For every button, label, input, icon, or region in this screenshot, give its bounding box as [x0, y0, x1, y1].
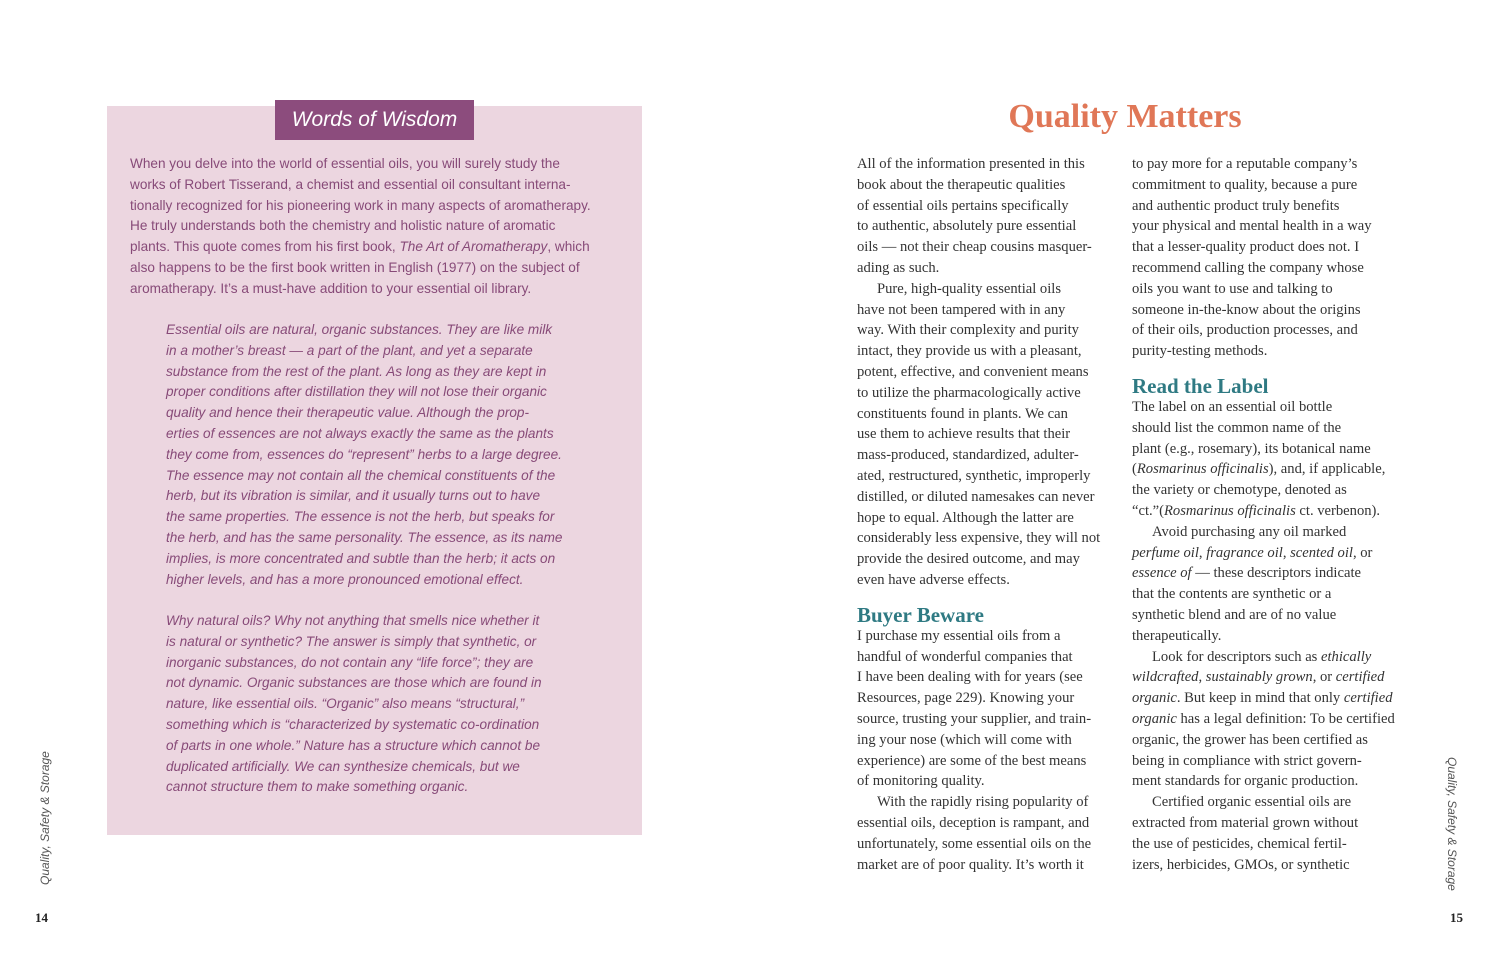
sidebar-intro-line: also happens to be the first book written in English (1977) on the subject of [130, 259, 580, 275]
body-line: extracted from material grown without [1132, 814, 1359, 831]
body-line: have not been tampered with in any [857, 301, 1066, 318]
quote-line: Essential oils are natural, organic substances. They are like milk [166, 322, 553, 337]
body-line: source, trusting your supplier, and train- [857, 710, 1092, 727]
body-line: your physical and mental health in a way [1132, 218, 1372, 235]
body-line: that the contents are synthetic or a [1132, 586, 1332, 603]
quote-line: erties of essences are not always exactly the same as the plants [166, 425, 554, 441]
quote-line: quality and hence their therapeutic value. Although the prop- [166, 405, 529, 421]
body-line: hope to equal. Although the latter are [857, 509, 1074, 526]
quote-line: herb, but its vibration is similar, and it usually turns out to have [166, 488, 541, 504]
quote-line: The essence may not contain all the chemical constituents of the [166, 467, 556, 483]
quote-line: Why natural oils? Why not anything that smells nice whether it [166, 613, 540, 628]
body-line: ated, restructured, synthetic, improperly [857, 467, 1091, 484]
quote-line: higher levels, and has a more pronounced emotional effect. [166, 571, 524, 587]
body-line: should list the common name of the [1132, 419, 1342, 436]
body-line: izers, herbicides, GMOs, or synthetic [1132, 856, 1350, 873]
body-line: to pay more for a reputable company’s [1132, 156, 1358, 172]
body-line: (Rosmarinus officinalis), and, if applicable, [1132, 461, 1386, 478]
body-line: of essential oils pertains specifically [857, 197, 1069, 214]
body-line: handful of wonderful companies that [857, 648, 1073, 665]
section-heading: Read the Label [1132, 373, 1269, 398]
sidebar-intro-line: He truly understands both the chemistry and holistic nature of aromatic [130, 218, 556, 234]
sidebar-intro-line: plants. This quote comes from his first book, The Art of Aromatherapy, which [130, 239, 590, 255]
body-line: synthetic blend and are of no value [1132, 606, 1337, 623]
body-line: the use of pesticides, chemical fertil- [1132, 835, 1347, 852]
quote-line: substance from the rest of the plant. As long as they are kept in [166, 363, 547, 379]
body-line: unfortunately, some essential oils on the [857, 835, 1092, 852]
sidebar-title: Words of Wisdom [275, 100, 474, 140]
body-line: use them to achieve results that their [857, 426, 1071, 443]
body-line: All of the information presented in this [857, 156, 1085, 172]
body-line: essence of — these descriptors indicate [1132, 565, 1361, 582]
quote-line: proper conditions after distillation they will not lose their organic [166, 384, 547, 400]
body-line: wildcrafted, sustainably grown, or certified [1132, 669, 1385, 686]
running-footer-left: Quality, Safety & Storage [38, 751, 52, 885]
quote-paragraph-1 [166, 320, 606, 590]
quote-line: something which is “characterized by systematic co-ordination [166, 716, 540, 732]
body-line: purity-testing methods. [1132, 343, 1268, 360]
text-column-2 [1132, 154, 1397, 875]
body-line: potent, effective, and convenient means [857, 363, 1089, 380]
body-line: oils — not their cheap cousins masquer- [857, 239, 1092, 256]
body-line: provide the desired outcome, and may [857, 551, 1080, 568]
body-line: recommend calling the company whose [1132, 259, 1364, 276]
body-line: ing your nose (which will come with [857, 731, 1072, 748]
body-line: considerably less expensive, they will not [857, 530, 1101, 547]
quote-line: they come from, essences do “represent” herbs to a large degree. [166, 446, 562, 462]
body-line: ading as such. [857, 259, 940, 276]
body-line: constituents found in plants. We can [857, 405, 1068, 422]
body-line: organic has a legal definition: To be certified [1132, 710, 1395, 727]
body-line: and authentic product truly benefits [1132, 197, 1340, 214]
quote-line: implies, is more concentrated and subtle than the herb; it acts on [166, 550, 556, 566]
quote-line: of parts in one whole.” Nature has a structure which cannot be [166, 737, 541, 753]
page-title: Quality Matters [1008, 98, 1242, 135]
body-line: ment standards for organic production. [1132, 773, 1359, 790]
body-line: even have adverse effects. [857, 571, 1010, 588]
running-footer-right: Quality, Safety & Storage [1445, 757, 1459, 891]
body-line: essential oils, deception is rampant, and [857, 814, 1090, 831]
body-line: Avoid purchasing any oil marked [1152, 523, 1347, 540]
quote-line: duplicated artificially. We can synthesize chemicals, but we [166, 758, 520, 774]
quote-line: is natural or synthetic? The answer is simply that synthetic, or [166, 633, 537, 649]
body-line: Pure, high-quality essential oils [877, 280, 1062, 297]
body-line: organic, the grower has been certified as [1132, 731, 1368, 748]
body-line: commitment to quality, because a pure [1132, 176, 1358, 193]
body-line: oils you want to use and talking to [1132, 280, 1333, 297]
body-line: way. With their complexity and purity [857, 322, 1079, 339]
section-heading: Buyer Beware [857, 602, 984, 627]
body-line: therapeutically. [1132, 627, 1222, 644]
quote-line: in a mother’s breast — a part of the plant, and yet a separate [166, 342, 533, 358]
body-line: Certified organic essential oils are [1152, 794, 1352, 811]
quote-line: the same properties. The essence is not the herb, but speaks for [166, 509, 555, 525]
body-line: intact, they provide us with a pleasant, [857, 343, 1082, 360]
body-line: organic. But keep in mind that only certified [1132, 690, 1393, 707]
body-line: Look for descriptors such as ethically [1152, 648, 1372, 665]
body-line: the variety or chemotype, denoted as [1132, 482, 1347, 499]
body-line: mass-produced, standardized, adulter- [857, 447, 1079, 464]
sidebar-intro-line: aromatherapy. It’s a must-have addition to your essential oil library. [130, 280, 532, 296]
quote-line: the herb, and has the same personality. The essence, as its name [166, 529, 563, 545]
body-line: of their oils, production processes, and [1132, 322, 1358, 339]
quote-line: not dynamic. Organic substances are those which are found in [166, 675, 542, 691]
quote-line: cannot structure them to make something organic. [166, 779, 469, 795]
quote-paragraph-2 [166, 611, 606, 798]
body-line: to authentic, absolutely pure essential [857, 218, 1077, 235]
body-line: With the rapidly rising popularity of [877, 794, 1089, 811]
body-line: I have been dealing with for years (see [857, 669, 1083, 686]
body-line: market are of poor quality. It’s worth it [857, 856, 1084, 873]
body-line: to utilize the pharmacologically active [857, 384, 1081, 401]
body-line: perfume oil, fragrance oil, scented oil, or [1132, 544, 1373, 561]
sidebar-intro-line: tionally recognized for his pioneering work in many aspects of aromatherapy. [130, 197, 591, 213]
body-line: distilled, or diluted namesakes can never [857, 488, 1095, 505]
body-line: I purchase my essential oils from a [857, 627, 1061, 644]
text-column-1 [857, 154, 1122, 875]
sidebar-intro-line: When you delve into the world of essential oils, you will surely study the [130, 156, 560, 171]
body-line: Resources, page 229). Knowing your [857, 690, 1075, 707]
page-number-left: 14 [35, 910, 48, 925]
quote-line: nature, like essential oils. “Organic” also means “structural,” [166, 696, 525, 712]
body-line: that a lesser-quality product does not. I [1132, 239, 1360, 256]
quote-line: inorganic substances, do not contain any “life force”; they are [166, 654, 534, 670]
body-line: “ct.”(Rosmarinus officinalis ct. verbenon). [1132, 502, 1381, 519]
body-line: being in compliance with strict govern- [1132, 752, 1362, 769]
body-line: plant (e.g., rosemary), its botanical name [1132, 440, 1371, 457]
body-line: experience) are some of the best means [857, 752, 1087, 769]
body-line: of monitoring quality. [857, 773, 985, 790]
body-line: someone in-the-know about the origins [1132, 301, 1361, 318]
body-line: book about the therapeutic qualities [857, 176, 1066, 193]
body-line: The label on an essential oil bottle [1132, 398, 1333, 415]
page-number-right: 15 [1450, 910, 1463, 925]
sidebar-intro-line: works of Robert Tisserand, a chemist and essential oil consultant interna- [130, 176, 571, 192]
sidebar-intro [130, 154, 626, 300]
